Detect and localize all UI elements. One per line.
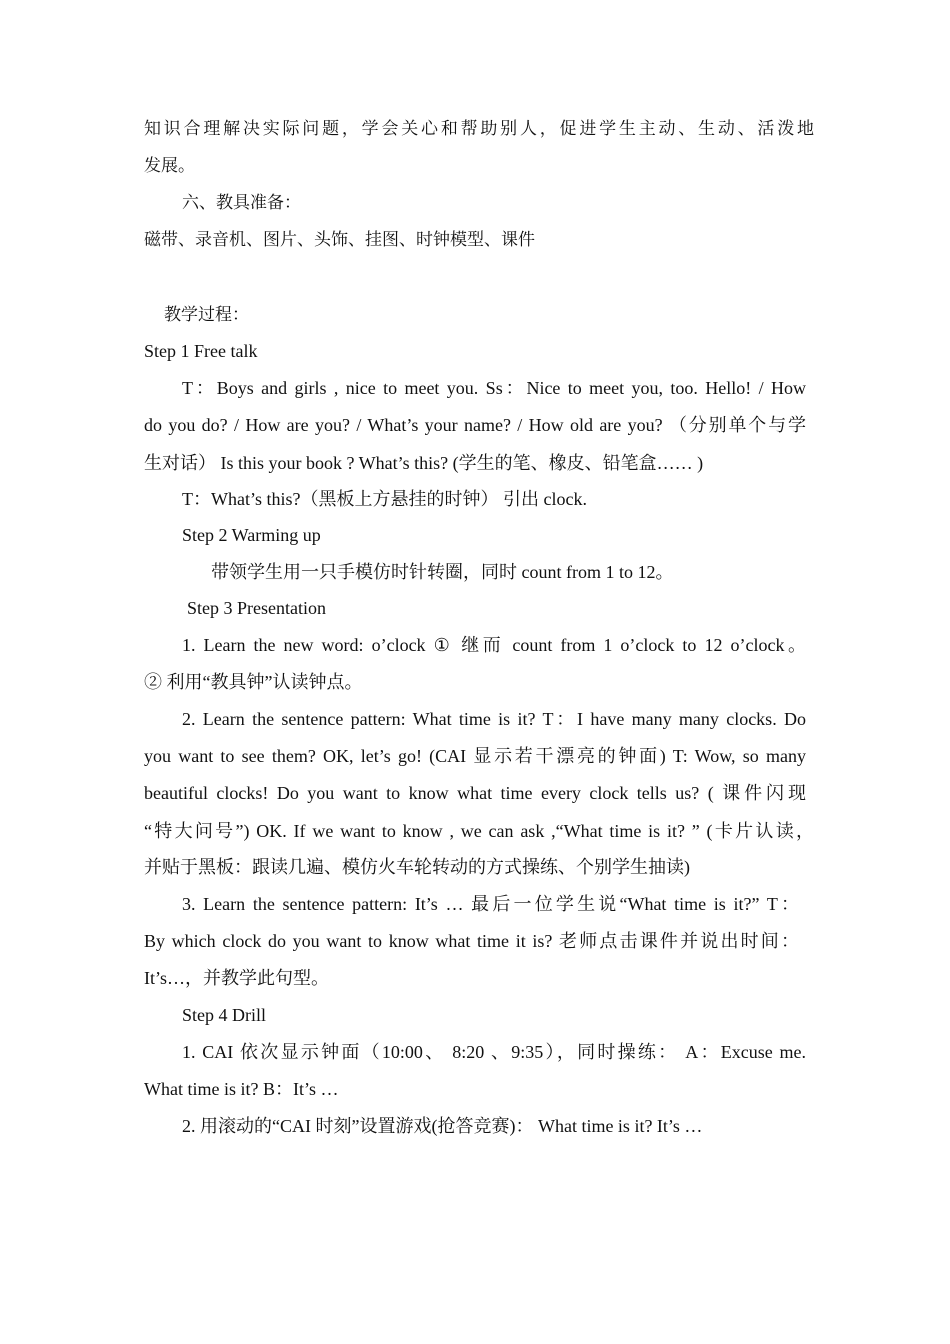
step-heading: Step 1 Free talk (144, 341, 258, 361)
text-line: 1. Learn the new word: o’clock ① 继而 count from 1 o’clock to 12 o’clock。 (182, 635, 806, 655)
section-heading: 六、教具准备： (182, 193, 301, 213)
text-line: It’s…，并教学此句型。 (144, 968, 330, 988)
text-line: “特大问号”) OK. If we want to know , we can ask ,“What time is it? ” (卡片认读， (144, 821, 814, 841)
text-line: 并贴于黑板：跟读几遍、模仿火车轮转动的方式操练、个别学生抽读) (144, 857, 690, 877)
text-line: T：What’s this?（黑板上方悬挂的时钟） 引出 clock. (182, 489, 587, 509)
text-line: 发展。 (144, 156, 195, 176)
text-line: 磁带、录音机、图片、头饰、挂图、时钟模型、课件 (144, 230, 535, 250)
text-line: By which clock do you want to know what time it is? 老师点击课件并说出时间： (144, 931, 799, 951)
text-line: 3. Learn the sentence pattern: It’s … 最后一位学生说“What time is it?” T： (182, 894, 799, 914)
text-line: beautiful clocks! Do you want to know what time every clock tells us? ( 课件闪现 (144, 783, 806, 803)
text-line: 生对话） Is this your book ? What’s this? (学生的笔、橡皮、铅笔盒…… ) (144, 453, 704, 473)
text-line: 知识合理解决实际问题，学会关心和帮助别人，促进学生主动、生动、活泼地 (144, 119, 814, 139)
text-line: T：Boys and girls , nice to meet you. Ss：Nice to meet you, too. Hello! / How (182, 378, 806, 398)
text-line: 带领学生用一只手模仿时针转圈，同时 count from 1 to 12。 (211, 562, 674, 582)
text-line: What time is it? B：It’s … (144, 1079, 339, 1099)
text-line: do you do? / How are you? / What’s your name? / How old are you? （分别单个与学 (144, 415, 806, 435)
section-heading: 教学过程： (164, 305, 249, 325)
step-heading: Step 2 Warming up (182, 525, 321, 545)
text-line: 2. 用滚动的“CAI 时刻”设置游戏(抢答竞赛)： What time is it? It’s … (182, 1116, 703, 1136)
step-heading: Step 3 Presentation (187, 598, 326, 618)
step-heading: Step 4 Drill (182, 1005, 266, 1025)
text-line: 2. Learn the sentence pattern: What time is it? T：I have many many clocks. Do (182, 709, 806, 729)
text-line: 1. CAI 依次显示钟面（10:00、 8:20 、9:35），同时操练： A：Excuse me. (182, 1042, 806, 1062)
text-line: ② 利用“教具钟”认读钟点。 (144, 672, 363, 692)
text-line: you want to see them? OK, let’s go! (CAI 显示若干漂亮的钟面) T: Wow, so many (144, 746, 806, 766)
